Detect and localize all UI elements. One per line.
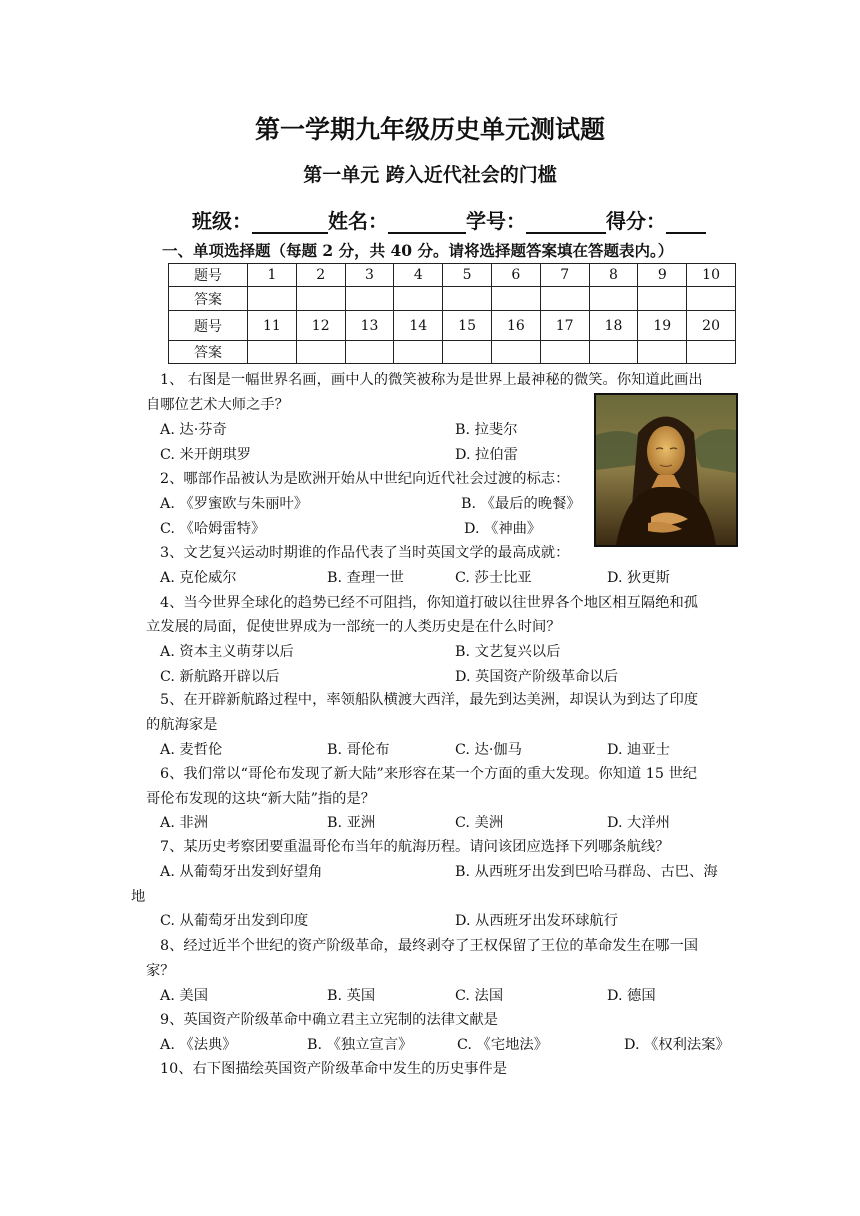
- answer-cell[interactable]: [491, 287, 540, 311]
- answer-cell[interactable]: [443, 287, 492, 311]
- q1-option-b[interactable]: B. 拉斐尔: [455, 422, 518, 438]
- question-1-text: 1、 右图是一幅世界名画，画中人的微笑被称为是世界上最神秘的微笑。你知道此画出: [160, 372, 703, 388]
- number-cell: 14: [394, 311, 443, 341]
- number-cell: 16: [491, 311, 540, 341]
- question-4-text: 4、当今世界全球化的趋势已经不可阻挡，你知道打破以往世界各个地区相互隔绝和孤: [160, 595, 699, 611]
- q8-option-b[interactable]: B. 英国: [327, 988, 376, 1004]
- question-6-text: 6、我们常以“哥伦布发现了新大陆”来形容在某一个方面的重大发现。你知道 15 世纪: [160, 766, 698, 782]
- q9-option-b[interactable]: B. 《独立宣言》: [307, 1037, 413, 1053]
- mona-lisa-painting: [594, 393, 738, 547]
- q6-option-a[interactable]: A. 非洲: [160, 815, 209, 831]
- number-cell: 5: [443, 264, 492, 287]
- q3-option-c[interactable]: C. 莎士比亚: [455, 570, 532, 586]
- row-label: 答案: [169, 341, 248, 364]
- answer-cell[interactable]: [345, 341, 394, 364]
- class-label: 班级：: [192, 209, 252, 233]
- number-cell: 4: [394, 264, 443, 287]
- number-cell: 9: [638, 264, 687, 287]
- answer-cell[interactable]: [248, 287, 297, 311]
- q2-option-d[interactable]: D. 《神曲》: [464, 521, 542, 537]
- answer-cell[interactable]: [589, 287, 638, 311]
- answer-cell[interactable]: [638, 287, 687, 311]
- number-cell: 2: [296, 264, 345, 287]
- name-label: 姓名：: [328, 209, 388, 233]
- table-row: [169, 311, 736, 341]
- row-label: 题号: [169, 264, 248, 287]
- id-blank[interactable]: [526, 210, 606, 234]
- name-blank[interactable]: [388, 210, 466, 234]
- answer-cell[interactable]: [540, 341, 589, 364]
- q7-option-c[interactable]: C. 从葡萄牙出发到印度: [160, 913, 309, 929]
- answer-cell[interactable]: [687, 287, 736, 311]
- number-cell: 3: [345, 264, 394, 287]
- number-cell: 10: [687, 264, 736, 287]
- answer-cell[interactable]: [443, 341, 492, 364]
- question-8-text-cont: 家？: [146, 963, 175, 979]
- question-9-text: 9、英国资产阶级革命中确立君主立宪制的法律文献是: [160, 1012, 498, 1028]
- table-row: [169, 264, 736, 287]
- number-cell: 20: [687, 311, 736, 341]
- number-cell: 7: [540, 264, 589, 287]
- question-4-text-cont: 立发展的局面，促使世界成为一部统一的人类历史是在什么时间？: [146, 619, 561, 635]
- q1-option-d[interactable]: D. 拉伯雷: [455, 447, 518, 463]
- row-label: 题号: [169, 311, 248, 341]
- number-cell: 13: [345, 311, 394, 341]
- q2-option-c[interactable]: C. 《哈姆雷特》: [160, 521, 266, 537]
- number-cell: 8: [589, 264, 638, 287]
- class-blank[interactable]: [252, 210, 328, 234]
- number-cell: 19: [638, 311, 687, 341]
- q1-option-c[interactable]: C. 米开朗琪罗: [160, 447, 252, 463]
- score-label: 得分：: [606, 209, 666, 233]
- table-row: [169, 287, 736, 311]
- answer-cell[interactable]: [394, 287, 443, 311]
- portrait-image: [596, 395, 736, 545]
- q6-option-b[interactable]: B. 亚洲: [327, 815, 376, 831]
- question-1-text-cont: 自哪位艺术大师之手？: [146, 397, 289, 413]
- row-label: 答案: [169, 287, 248, 311]
- number-cell: 12: [296, 311, 345, 341]
- q2-option-a[interactable]: A. 《罗蜜欧与朱丽叶》: [160, 496, 309, 512]
- page-subtitle: 第一单元 跨入近代社会的门槛: [303, 164, 557, 186]
- answer-cell[interactable]: [638, 341, 687, 364]
- question-5-text: 5、在开辟新航路过程中，率领船队横渡大西洋，最先到达美洲，却误认为到达了印度: [160, 692, 699, 708]
- q9-option-d[interactable]: D. 《权利法案》: [624, 1037, 730, 1053]
- q8-option-c[interactable]: C. 法国: [455, 988, 504, 1004]
- q5-option-c[interactable]: C. 达·伽马: [455, 742, 522, 758]
- question-2-text: 2、哪部作品被认为是欧洲开始从中世纪向近代社会过渡的标志：: [160, 471, 570, 487]
- question-3-text: 3、文艺复兴运动时期谁的作品代表了当时英国文学的最高成就：: [160, 545, 570, 561]
- q3-option-b[interactable]: B. 查理一世: [327, 570, 404, 586]
- question-8-text: 8、经过近半个世纪的资产阶级革命，最终剥夺了王权保留了王位的革命发生在哪一国: [160, 938, 699, 954]
- answer-cell[interactable]: [345, 287, 394, 311]
- q7-option-b[interactable]: B. 从西班牙出发到巴哈马群岛、古巴、海: [455, 864, 718, 880]
- answer-cell[interactable]: [296, 341, 345, 364]
- q1-option-a[interactable]: A. 达·芬奇: [160, 422, 227, 438]
- answer-cell[interactable]: [394, 341, 443, 364]
- q2-option-b[interactable]: B. 《最后的晚餐》: [461, 496, 581, 512]
- number-cell: 17: [540, 311, 589, 341]
- id-label: 学号：: [466, 209, 526, 233]
- answer-cell[interactable]: [296, 287, 345, 311]
- answer-cell[interactable]: [589, 341, 638, 364]
- q3-option-d[interactable]: D. 狄更斯: [607, 570, 670, 586]
- question-7-text: 7、某历史考察团要重温哥伦布当年的航海历程。请问该团应选择下列哪条航线？: [160, 839, 670, 855]
- answer-cell[interactable]: [540, 287, 589, 311]
- q7-option-a[interactable]: A. 从葡萄牙出发到好望角: [160, 864, 323, 880]
- number-cell: 15: [443, 311, 492, 341]
- q4-option-a[interactable]: A. 资本主义萌芽以后: [160, 644, 294, 660]
- question-6-text-cont: 哥伦布发现的这块“新大陆”指的是？: [146, 791, 376, 807]
- q5-option-d[interactable]: D. 迪亚士: [607, 742, 670, 758]
- q4-option-b[interactable]: B. 文艺复兴以后: [455, 644, 561, 660]
- number-cell: 1: [248, 264, 297, 287]
- student-info-line: [192, 205, 706, 234]
- number-cell: 6: [491, 264, 540, 287]
- section-heading: 一、单项选择题（每题 2 分，共 40 分。请将选择题答案填在答题表内。）: [162, 241, 674, 260]
- q8-option-a[interactable]: A. 美国: [160, 988, 209, 1004]
- q7-option-d[interactable]: D. 从西班牙出发环球航行: [455, 913, 619, 929]
- q7-option-b-cont: 地: [131, 889, 146, 905]
- page-title: 第一学期九年级历史单元测试题: [254, 115, 605, 144]
- q4-option-d[interactable]: D. 英国资产阶级革命以后: [455, 669, 619, 685]
- table-row: [169, 341, 736, 364]
- q4-option-c[interactable]: C. 新航路开辟以后: [160, 669, 280, 685]
- q6-option-d[interactable]: D. 大洋州: [607, 815, 670, 831]
- question-5-text-cont: 的航海家是: [146, 717, 218, 733]
- answer-cell[interactable]: [687, 341, 736, 364]
- q5-option-a[interactable]: A. 麦哲伦: [160, 742, 223, 758]
- number-cell: 11: [248, 311, 297, 341]
- answer-table: [168, 263, 736, 364]
- q8-option-d[interactable]: D. 德国: [607, 988, 656, 1004]
- q6-option-c[interactable]: C. 美洲: [455, 815, 504, 831]
- answer-cell[interactable]: [248, 341, 297, 364]
- question-10-text: 10、右下图描绘英国资产阶级革命中发生的历史事件是: [160, 1061, 508, 1077]
- q9-option-a[interactable]: A. 《法典》: [160, 1037, 237, 1053]
- q5-option-b[interactable]: B. 哥伦布: [327, 742, 390, 758]
- score-blank[interactable]: [666, 210, 706, 234]
- q9-option-c[interactable]: C. 《宅地法》: [457, 1037, 549, 1053]
- answer-cell[interactable]: [491, 341, 540, 364]
- number-cell: 18: [589, 311, 638, 341]
- q3-option-a[interactable]: A. 克伦威尔: [160, 570, 237, 586]
